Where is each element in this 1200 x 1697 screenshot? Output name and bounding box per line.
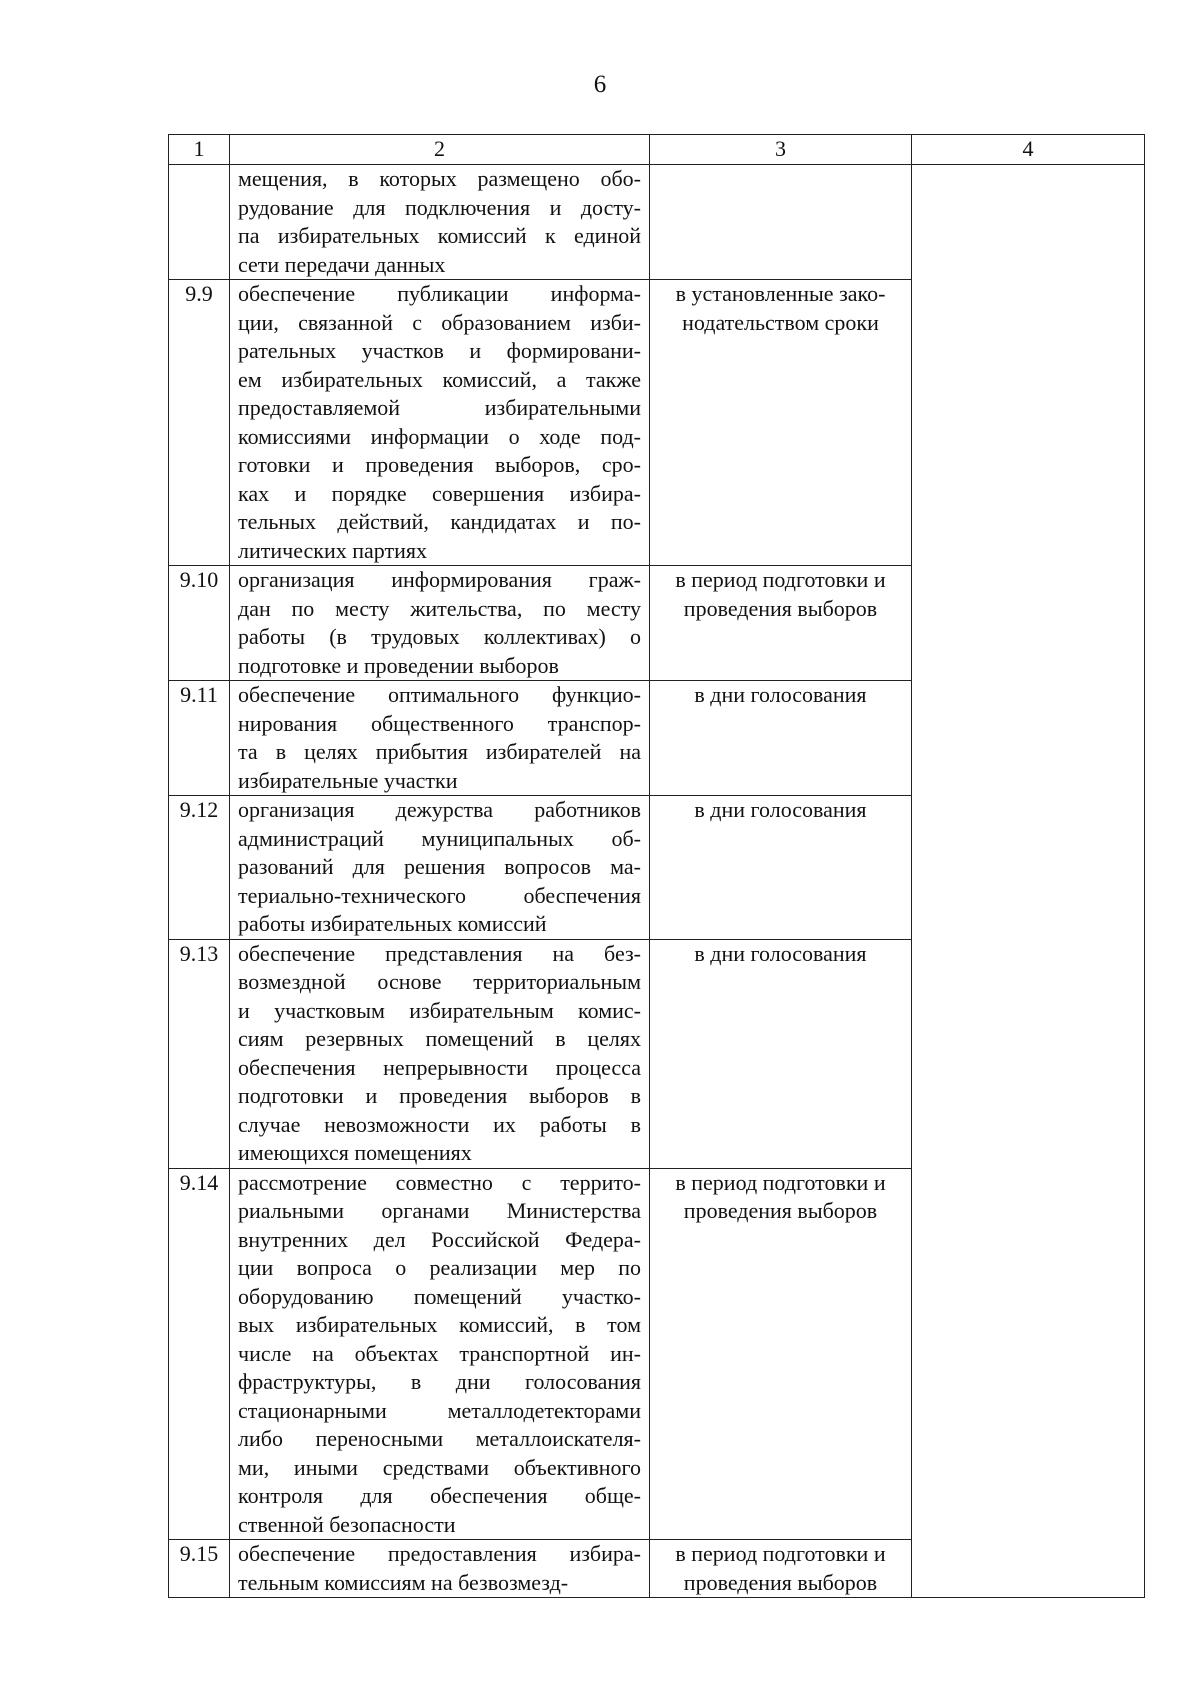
task-line: ции вопроса о реализации мер по <box>238 1255 641 1280</box>
task-line: вых избирательных комиссий, в том <box>238 1312 641 1337</box>
term-line: в дни голосования <box>694 940 867 966</box>
task-line: ции, связанной с образованием изби- <box>238 309 641 335</box>
term-cell <box>650 280 912 566</box>
task-line: комиссиями информации о ходе под- <box>238 423 641 449</box>
task-line: рассмотрение совместно с террито- <box>238 1169 641 1195</box>
item-number <box>169 165 230 280</box>
item-number: 9.11 <box>169 681 230 796</box>
task-line: обеспечение предоставления избира- <box>238 1541 641 1566</box>
task-line: сети передачи данных <box>238 251 446 277</box>
task-line: ем избирательных комиссий, а также <box>238 366 641 392</box>
task-line: обеспечение оптимального функцио- <box>238 682 641 707</box>
task-line: фраструктуры, в дни голосования <box>238 1369 641 1394</box>
item-number: 9.14 <box>169 1168 230 1540</box>
task-cell <box>230 681 650 796</box>
task-line: внутренних дел Российской Федера- <box>238 1226 641 1252</box>
item-number: 9.15 <box>169 1540 230 1598</box>
term-line: в период подготовки и <box>675 567 886 592</box>
item-number: 9.12 <box>169 796 230 940</box>
task-line: рательных участков и формировани- <box>238 338 641 363</box>
task-line: риальными органами Министерства <box>238 1198 641 1223</box>
task-line: администраций муниципальных об- <box>238 825 641 851</box>
task-line: тельных действий, кандидатах и по- <box>238 509 641 534</box>
term-cell <box>650 1168 912 1540</box>
task-line: обеспечения непрерывности процесса <box>238 1054 641 1080</box>
term-cell <box>650 165 912 280</box>
term-line: проведения выборов <box>683 1569 878 1595</box>
task-line: организация информирования граж- <box>238 567 641 592</box>
task-line: имеющихся помещениях <box>238 1140 472 1165</box>
task-line: мещения, в которых размещено обо- <box>238 166 641 191</box>
term-line: проведения выборов <box>683 595 878 621</box>
task-line: предоставляемой избирательными <box>238 395 641 420</box>
task-line: оборудованию помещений участко- <box>238 1283 641 1309</box>
task-line: случае невозможности их работы в <box>238 1111 641 1137</box>
task-cell <box>230 939 650 1168</box>
term-line: нодательством сроки <box>682 309 879 335</box>
task-line: па избирательных комиссий к единой <box>238 223 641 248</box>
task-line: дан по месту жительства, по месту <box>238 595 641 621</box>
task-line: стационарными металлодетекторами <box>238 1397 641 1423</box>
task-line: избирательные участки <box>238 767 458 793</box>
task-cell <box>230 280 650 566</box>
task-cell <box>230 1168 650 1540</box>
task-line: литических партиях <box>238 537 427 563</box>
task-line: работы избирательных комиссий <box>238 911 547 936</box>
term-line: проведения выборов <box>683 1198 878 1223</box>
item-number: 9.9 <box>169 280 230 566</box>
task-cell <box>230 1540 650 1598</box>
term-cell <box>650 566 912 681</box>
task-line: числе на объектах транспортной ин- <box>238 1340 641 1366</box>
task-line: подготовке и проведении выборов <box>238 652 559 678</box>
header-col-2: 2 <box>230 135 650 165</box>
task-line: и участковым избирательным комис- <box>238 997 641 1023</box>
plan-table <box>168 134 1145 1598</box>
item-number: 9.13 <box>169 939 230 1168</box>
item-number: 9.10 <box>169 566 230 681</box>
task-line: ми, иными средствами объективного <box>238 1454 641 1480</box>
task-line: обеспечение представления на без- <box>238 940 641 966</box>
term-line: в дни голосования <box>694 682 867 707</box>
table-row <box>169 165 1145 280</box>
task-line: ках и порядке совершения избира- <box>238 480 641 506</box>
term-line: в установленные зако- <box>675 281 886 306</box>
task-line: либо переносными металлоискателя- <box>238 1426 641 1451</box>
task-line: териально-технического обеспечения <box>238 882 641 908</box>
task-line: нирования общественного транспор- <box>238 710 641 736</box>
term-line: в период подготовки и <box>675 1169 886 1195</box>
term-cell <box>650 1540 912 1598</box>
task-line: рудование для подключения и досту- <box>238 194 641 220</box>
task-cell <box>230 796 650 940</box>
header-col-1: 1 <box>169 135 230 165</box>
task-line: контроля для обеспечения обще- <box>238 1483 641 1508</box>
task-line: тельным комиссиям на безвозмезд- <box>238 1569 569 1595</box>
task-line: готовки и проведения выборов, сро- <box>238 452 641 477</box>
task-cell <box>230 566 650 681</box>
term-cell <box>650 796 912 940</box>
term-cell <box>650 681 912 796</box>
task-line: подготовки и проведения выборов в <box>238 1083 641 1108</box>
table-body <box>169 165 1145 1598</box>
page-number: 6 <box>593 71 607 98</box>
task-line: та в целях прибытия избирателей на <box>238 739 641 764</box>
task-line: организация дежурства работников <box>238 797 641 822</box>
task-line: обеспечение публикации информа- <box>238 281 641 306</box>
header-col-4: 4 <box>912 135 1145 165</box>
term-line: в период подготовки и <box>675 1541 886 1566</box>
task-line: разований для решения вопросов ма- <box>238 854 641 879</box>
header-col-3: 3 <box>650 135 912 165</box>
task-cell <box>230 165 650 280</box>
term-cell <box>650 939 912 1168</box>
task-line: ственной безопасности <box>238 1511 456 1537</box>
column-4-cell <box>912 165 1145 1598</box>
task-line: сиям резервных помещений в целях <box>238 1026 641 1051</box>
term-line: в дни голосования <box>694 797 867 822</box>
header-row <box>169 135 1145 165</box>
task-line: возмездной основе территориальным <box>238 969 641 994</box>
task-line: работы (в трудовых коллективах) о <box>238 624 641 649</box>
